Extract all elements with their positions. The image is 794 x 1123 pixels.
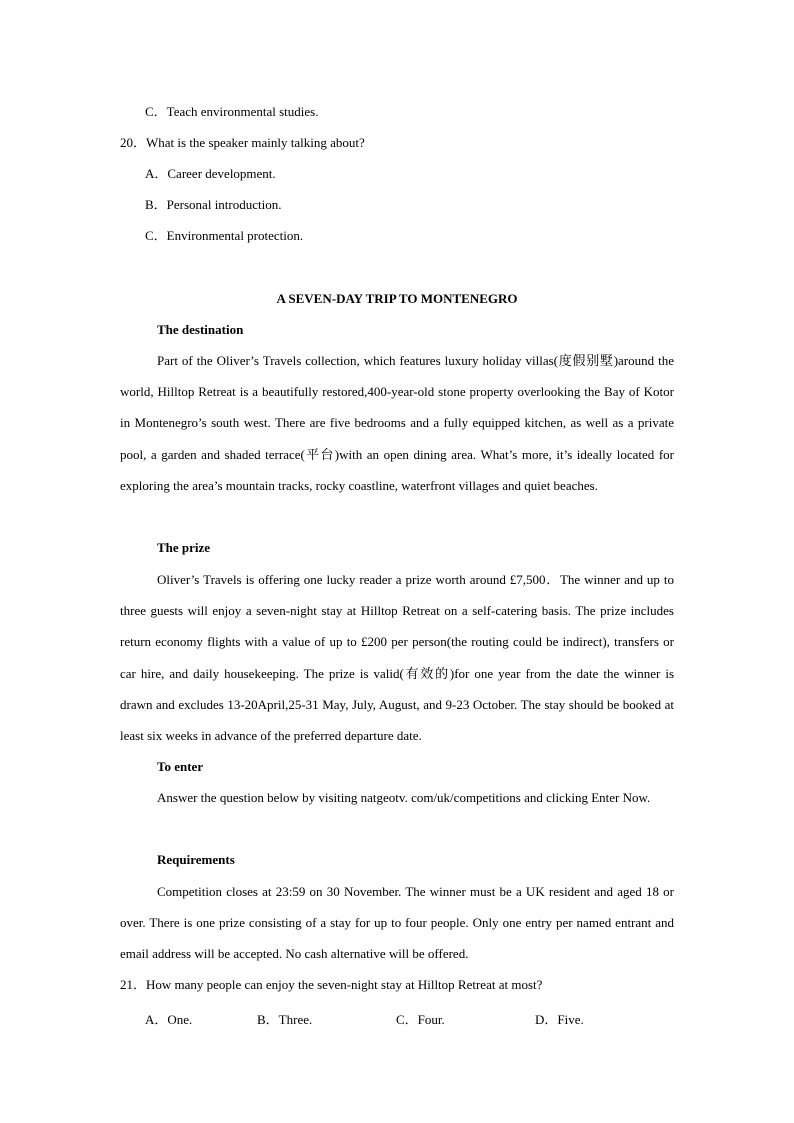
section-heading-prize: The prize <box>157 540 211 555</box>
section-heading-requirements: Requirements <box>157 852 235 867</box>
q20-option-a: A．Career development. <box>145 166 276 181</box>
q21-options <box>145 1009 705 1025</box>
section-text-requirements: Competition closes at 23:59 on 30 November. The winner must be a UK resident and aged 18 or over. There is one prize consisting of a stay for up to four people. Only one entry per named entrant and email address will be accepted. No cash alternative will be offered. <box>120 884 674 962</box>
q20-option-c: C．Environmental protection. <box>145 228 304 243</box>
section-heading-destination: The destination <box>157 322 244 337</box>
q20-option-b: B．Personal introduction. <box>145 197 282 212</box>
section-text-destination: Part of the Oliver’s Travels collection, which features luxury holiday villas(度假别墅)around the world, Hilltop Retreat is a beautifully restored,400-year-old stone property overlooking the Bay of Kotor in Montenegro’s south west. There are five bedrooms and a fully equipped kitchen, as well as a private pool, a garden and shaded terrace(平台)with an open dining area. What’s more, it’s ideally located for exploring the area’s mountain tracks, rocky coastline, waterfront villages and quiet beaches. <box>120 353 674 493</box>
section-text-to-enter: Answer the question below by visiting natgeotv. com/uk/competitions and clicking Enter Now. <box>157 790 651 805</box>
section-heading-to-enter: To enter <box>157 759 204 774</box>
passage-title: A SEVEN-DAY TRIP TO MONTENEGRO <box>276 291 518 306</box>
section-text-prize: Oliver’s Travels is offering one lucky reader a prize worth around £7,500．The winner and up to three guests will enjoy a seven-night stay at Hilltop Retreat on a self-catering basis. The prize includes return economy flights with a value of up to £200 per person(the routing could be indirect), transfers or car hire, and daily housekeeping. The prize is valid(有效的)for one year from the date the winner is drawn and excludes 13-20April,25-31 May, July, August, and 9-23 October. The stay should be booked at least six weeks in advance of the preferred departure date. <box>120 572 674 744</box>
q21-stem: 21．How many people can enjoy the seven-night stay at Hilltop Retreat at most? <box>120 977 543 992</box>
q21-option-b: B．Three. <box>257 1012 313 1027</box>
q21-option-c: C．Four. <box>396 1012 445 1027</box>
q20-stem: 20．What is the speaker mainly talking about? <box>120 135 365 150</box>
q21-option-d: D．Five. <box>535 1012 584 1027</box>
q21-option-a: A．One. <box>145 1012 193 1027</box>
q19-option-c: C．Teach environmental studies. <box>145 104 319 119</box>
